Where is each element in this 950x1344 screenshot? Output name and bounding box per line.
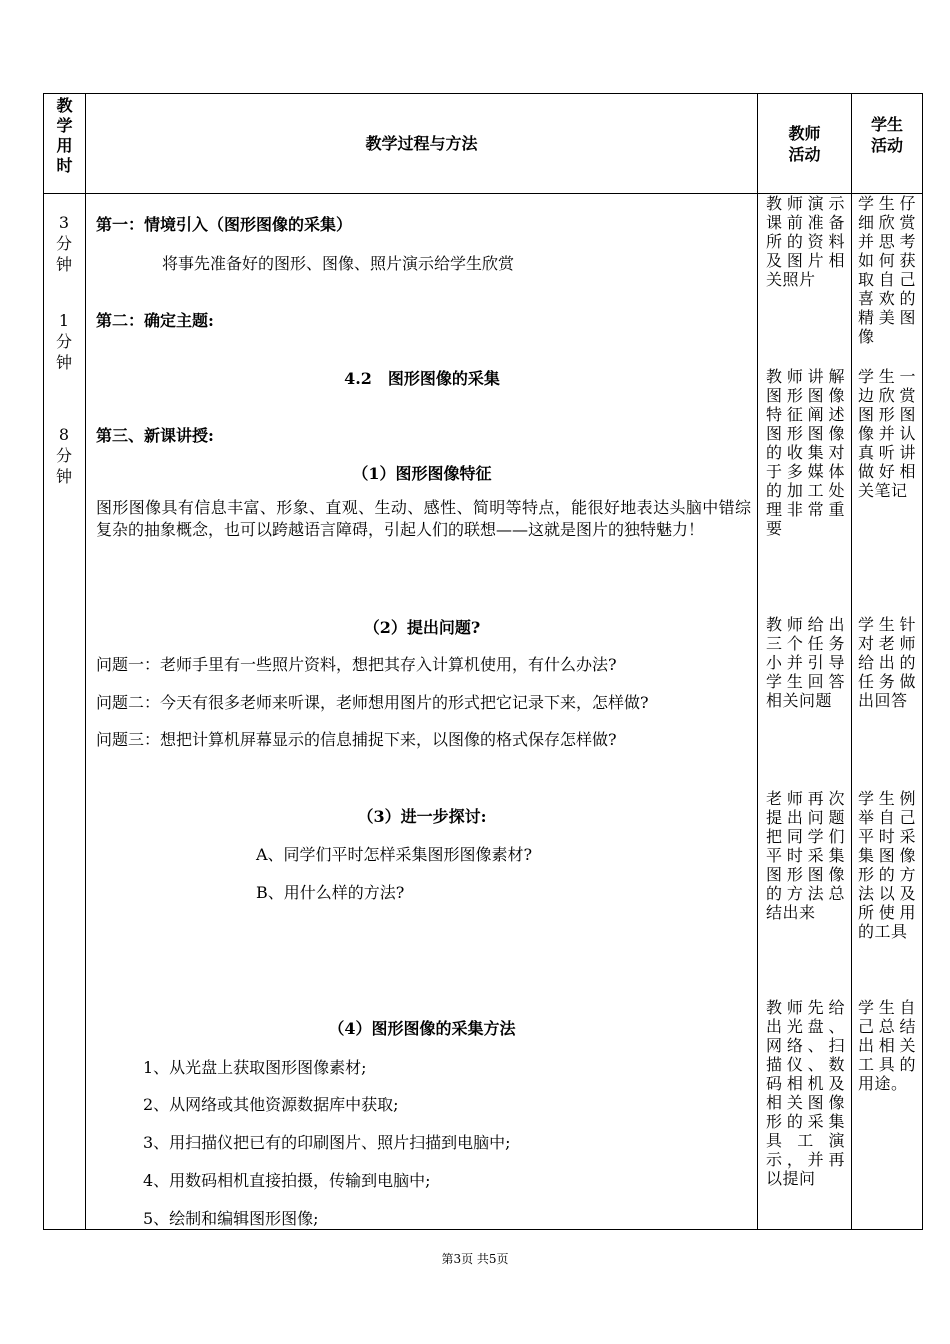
content-row — [44, 194, 923, 1230]
lesson-table — [43, 93, 923, 1230]
time-1: 3分钟 — [55, 213, 72, 274]
time-column — [44, 194, 86, 1230]
teacher-activity-4: 老师再次提出问题把同学们平时采集图形图像的方法总结出来 — [766, 789, 845, 922]
subtitle-3: （3）进一步探讨: — [357, 807, 487, 826]
student-activity-3: 学生针对老师给出的任务做出回答 — [858, 615, 916, 710]
section-3-title: 第三、新课讲授: — [96, 426, 214, 445]
header-teacher: 教师活动 — [758, 94, 852, 194]
method-4: 4、用数码相机直接拍摄，传输到电脑中; — [143, 1171, 431, 1190]
teacher-column — [758, 194, 852, 1230]
student-activity-4: 学生例举自己平时采集图像形的方法以及所使用的工具 — [858, 789, 916, 941]
process-column — [86, 194, 758, 1230]
subtitle-4: （4）图形图像的采集方法 — [328, 1019, 516, 1038]
page-footer: 第3页 共5页 — [441, 1252, 509, 1266]
method-5: 5、绘制和编辑图形图像; — [143, 1209, 319, 1228]
header-time: 教学用时 — [44, 94, 86, 194]
student-activity-5: 学生自己总结出相关工具的用途。 — [858, 998, 916, 1093]
teacher-activity-5: 教师先给出光盘、网络、扫描仪、数码相机及相关图像形的采集具工演示，并再以提问 — [766, 998, 845, 1188]
subtitle-2: （2）提出问题? — [363, 618, 481, 637]
subtitle-1: （1）图形图像特征 — [352, 464, 492, 483]
student-activity-1: 学生仔细欣赏并思考如何获取自己喜欢的精美图像 — [858, 194, 916, 346]
header-student: 学生活动 — [852, 94, 923, 194]
question-1: 问题一：老师手里有一些照片资料，想把其存入计算机使用，有什么办法? — [96, 655, 617, 674]
features-paragraph: 图形图像具有信息丰富、形象、直观、生动、感性、简明等特点，能很好地表达头脑中错综复杂的抽象概念，也可以跨越语言障碍，引起人们的联想——这就是图片的独特魅力！ — [96, 498, 751, 539]
header-process: 教学过程与方法 — [86, 94, 758, 194]
header-row — [44, 94, 923, 194]
discussion-b: B、用什么样的方法? — [256, 883, 405, 902]
question-2: 问题二：今天有很多老师来听课，老师想用图片的形式把它记录下来，怎样做? — [96, 693, 649, 712]
teacher-activity-3: 教师给出三个任务小并引导学生回答相关问题 — [766, 615, 845, 710]
time-2: 1分钟 — [55, 311, 72, 372]
student-activity-2: 学生一边欣赏图形图像并认真听讲做好相关笔记 — [858, 367, 916, 500]
section-2-title: 第二：确定主题: — [96, 311, 214, 330]
time-3: 8分钟 — [55, 425, 72, 486]
method-2: 2、从网络或其他资源数据库中获取; — [143, 1095, 399, 1114]
method-3: 3、用扫描仪把已有的印刷图片、照片扫描到电脑中; — [143, 1133, 511, 1152]
student-column — [852, 194, 923, 1230]
section-1-title: 第一：情境引入（图形图像的采集） — [96, 215, 353, 234]
method-1: 1、从光盘上获取图形图像素材; — [143, 1058, 367, 1077]
teacher-activity-2: 教师讲解图形图像特征阐述图形图像的收集对于多媒体的加工处理非常重要 — [766, 367, 845, 538]
topic-title: 4.2 图形图像的采集 — [344, 369, 500, 388]
teacher-activity-1: 教师演示课前准备所的资料及图片相关照片 — [766, 194, 845, 289]
question-3: 问题三：想把计算机屏幕显示的信息捕捉下来，以图像的格式保存怎样做? — [96, 730, 617, 749]
section-1-text: 将事先准备好的图形、图像、照片演示给学生欣赏 — [162, 254, 515, 273]
discussion-a: A、同学们平时怎样采集图形图像素材? — [256, 845, 533, 864]
